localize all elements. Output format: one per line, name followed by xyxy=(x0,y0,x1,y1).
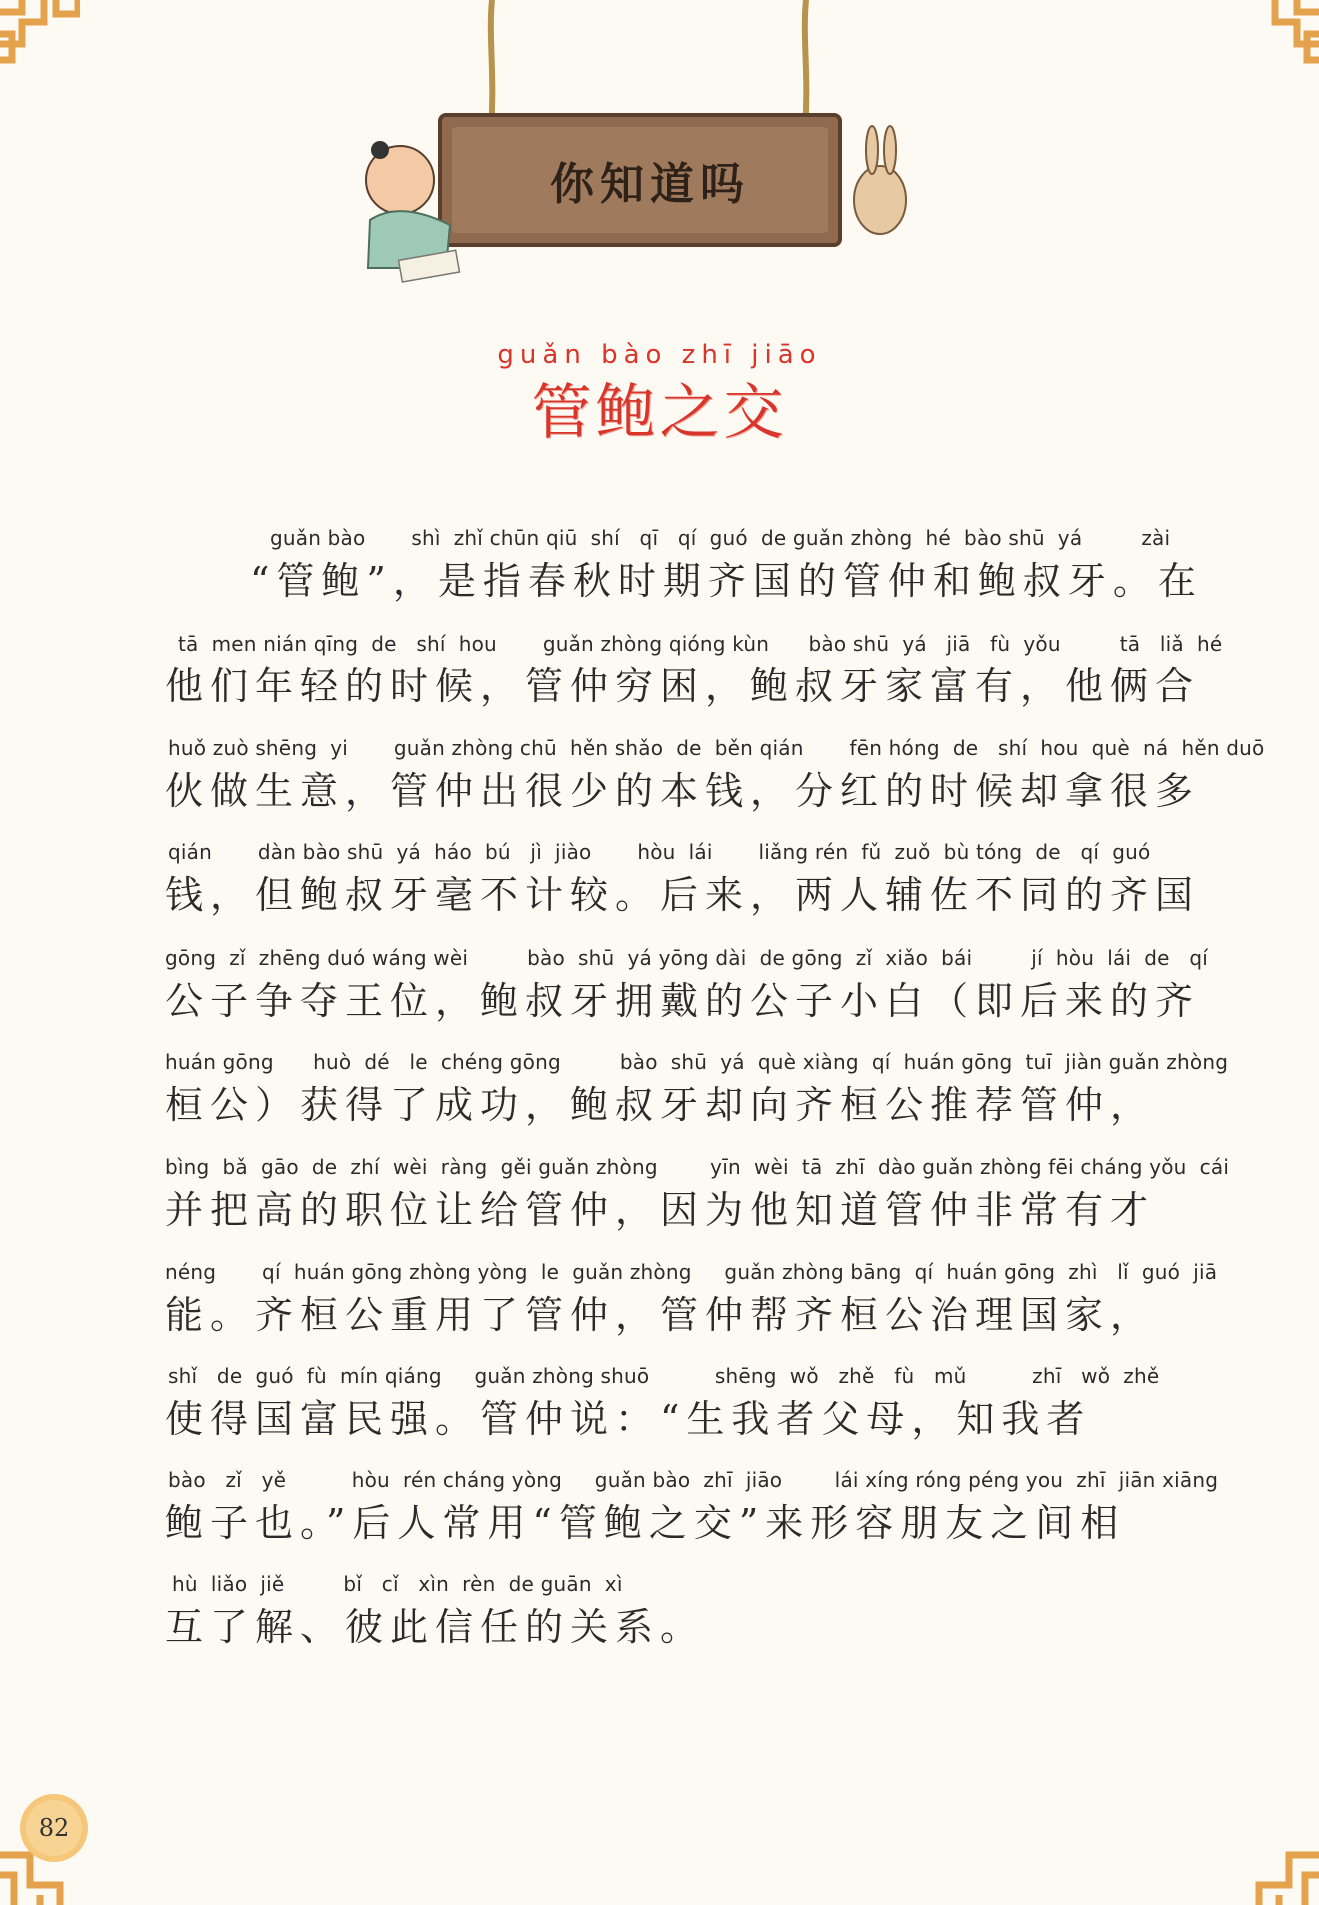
corner-ornament-top-right xyxy=(1239,0,1319,80)
line-pinyin: huán gōng huò dé le chéng gōng bào shū yá què xiàng qí huán gōng tuī jiàn guǎn zhòng xyxy=(165,1050,1229,1074)
header-sign-illustration xyxy=(360,0,920,300)
line-text: 钱，但鲍叔牙毫不计较。后来，两人辅佐不同的齐国 xyxy=(165,873,1201,917)
page-number-badge xyxy=(18,1792,90,1864)
line-pinyin: tā men nián qīng de shí hou guǎn zhòng qióng kùn bào shū yá jiā fù yǒu tā liǎ hé xyxy=(178,632,1223,656)
line-text: 他们年轻的时候，管仲穷困，鲍叔牙家富有，他俩合 xyxy=(165,664,1201,708)
line-text: 互了解、彼此信任的关系。 xyxy=(165,1605,706,1649)
page-title: 管鲍之交 xyxy=(531,378,788,448)
line-text: 使得国富民强。管仲说：“生我者父母，知我者 xyxy=(165,1397,1092,1441)
line-pinyin: shǐ de guó fù mín qiáng guǎn zhòng shuō shēng wǒ zhě fù mǔ zhī wǒ zhě xyxy=(168,1364,1160,1388)
line-pinyin: néng qí huán gōng zhòng yòng le guǎn zhòng guǎn zhòng bāng qí huán gōng zhì lǐ guó jiā xyxy=(165,1260,1218,1284)
line-text: 并把高的职位让给管仲，因为他知道管仲非常有才 xyxy=(165,1188,1156,1232)
line-text: 公子争夺王位，鲍叔牙拥戴的公子小白（即后来的齐 xyxy=(165,979,1201,1023)
line-text: 伙做生意，管仲出很少的本钱，分红的时候却拿很多 xyxy=(165,769,1201,813)
line-text: 鲍子也。”后人常用“管鲍之交”来形容朋友之间相 xyxy=(165,1501,1126,1545)
page-number: 82 xyxy=(38,1814,70,1842)
corner-ornament-bottom-right xyxy=(1229,1815,1319,1905)
line-pinyin: qián dàn bào shū yá háo bú jì jiào hòu lái liǎng rén fǔ zuǒ bù tóng de qí guó xyxy=(168,840,1151,864)
line-pinyin: huǒ zuò shēng yi guǎn zhòng chū hěn shǎo de běn qián fēn hóng de shí hou què ná hěn duō xyxy=(168,736,1265,760)
line-pinyin: hù liǎo jiě bǐ cǐ xìn rèn de guān xì xyxy=(172,1572,623,1596)
line-text: “管鲍”，是指春秋时期齐国的管仲和鲍叔牙。在 xyxy=(250,559,1203,603)
line-text: 能。齐桓公重用了管仲，管仲帮齐桓公治理国家， xyxy=(165,1293,1156,1337)
line-pinyin: bào zǐ yě hòu rén cháng yòng guǎn bào zhī jiāo lái xíng róng péng you zhī jiān xiāng xyxy=(168,1468,1219,1492)
line-pinyin: gōng zǐ zhēng duó wáng wèi bào shū yá yōng dài de gōng zǐ xiǎo bái jí hòu lái de qí xyxy=(165,946,1209,970)
line-pinyin: guǎn bào shì zhǐ chūn qiū shí qī qí guó de guǎn zhòng hé bào shū yá zài xyxy=(270,526,1171,550)
line-pinyin: bìng bǎ gāo de zhí wèi ràng gěi guǎn zhòng yīn wèi tā zhī dào guǎn zhòng fēi cháng yǒu cái xyxy=(165,1155,1230,1179)
title-pinyin: guǎn bào zhī jiāo xyxy=(497,340,822,370)
corner-ornament-top-left xyxy=(0,0,80,80)
sign-text: 你知道吗 xyxy=(550,159,750,210)
line-text: 桓公）获得了成功，鲍叔牙却向齐桓公推荐管仲， xyxy=(165,1083,1156,1127)
